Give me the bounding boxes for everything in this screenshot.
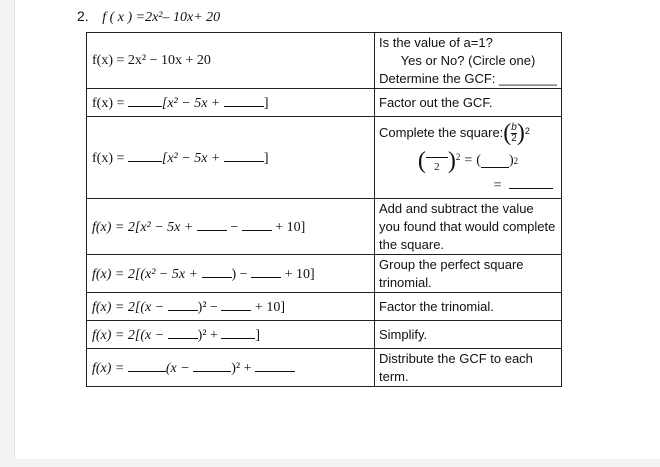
fraction-denominator: 2 xyxy=(434,160,440,173)
equation-text: f(x) = xyxy=(92,150,128,166)
fraction-numerator: b xyxy=(511,121,517,133)
table-row xyxy=(87,255,562,293)
problem-expression: f ( x ) =2x²– 10x+ 20 xyxy=(102,10,221,25)
equation-text: f(x) = 2[(x − xyxy=(92,327,168,343)
answer-blank[interactable] xyxy=(221,326,255,339)
step-instruction xyxy=(375,33,562,89)
answer-blank[interactable] xyxy=(255,359,295,372)
answer-blank[interactable] xyxy=(168,326,198,339)
step-instruction: Distribute the GCF to each term. xyxy=(375,349,562,387)
fraction-denominator: 2 xyxy=(511,132,517,144)
equation-text: )² + xyxy=(231,360,255,376)
answer-blank[interactable] xyxy=(128,149,162,162)
answer-blank[interactable] xyxy=(509,176,553,189)
step-equation xyxy=(87,33,375,89)
exponent: 2 xyxy=(524,126,530,136)
answer-blank[interactable] xyxy=(224,94,264,107)
square-calculation xyxy=(379,146,557,176)
answer-blank[interactable] xyxy=(202,265,232,278)
equation-text: f(x) = xyxy=(92,360,128,376)
paren-close: ) xyxy=(447,148,456,174)
equation-text: f(x) = 2[x² − 5x + xyxy=(92,219,197,235)
equation-text: f(x) = xyxy=(92,95,128,111)
answer-blank[interactable] xyxy=(224,149,264,162)
table-row xyxy=(87,89,562,117)
paren-open: ( xyxy=(503,120,512,146)
step-equation xyxy=(87,255,375,293)
equation-text: ] xyxy=(263,150,269,166)
answer-blank[interactable] xyxy=(426,147,448,158)
step-instruction: Group the perfect square trinomial. xyxy=(375,255,562,293)
equation-text: [x² − 5x + xyxy=(161,150,224,166)
equation-text: )² + xyxy=(197,327,222,343)
answer-blank[interactable] xyxy=(481,155,509,168)
equation-text: ] xyxy=(255,327,261,343)
equation-text: + 10] xyxy=(281,266,315,282)
table-row xyxy=(87,293,562,321)
paren-open: ( xyxy=(417,148,426,174)
equation-text: [x² − 5x + xyxy=(161,95,224,111)
table-row xyxy=(87,33,562,89)
answer-blank[interactable] xyxy=(128,94,162,107)
table-row xyxy=(87,199,562,255)
exponent: 2 xyxy=(513,156,519,166)
table-row xyxy=(87,321,562,349)
equation-text: f(x) = 2[(x² − 5x + xyxy=(92,266,202,282)
step-equation xyxy=(87,293,375,321)
exponent: 2 xyxy=(455,152,461,162)
paren-open: ( xyxy=(476,153,481,168)
equals-sign: = xyxy=(493,178,502,193)
answer-blank[interactable] xyxy=(251,265,281,278)
equation-text: f(x) = 2[(x − xyxy=(92,299,168,315)
equation-text: + 10] xyxy=(251,299,285,315)
answer-blank[interactable] xyxy=(242,218,272,231)
answer-blank[interactable] xyxy=(221,298,251,311)
problem-header xyxy=(77,8,220,26)
circle-one-line[interactable]: Yes or No? (Circle one) xyxy=(400,52,536,68)
gcf-line[interactable]: Determine the GCF: ________ xyxy=(379,70,557,86)
completing-square-table xyxy=(86,32,562,387)
problem-number: 2. xyxy=(77,8,89,24)
paren-close: ) xyxy=(516,120,525,146)
table-row xyxy=(87,349,562,387)
step-equation xyxy=(87,349,375,387)
equation-text: ] xyxy=(263,95,269,111)
step-instruction: Factor the trinomial. xyxy=(375,293,562,321)
step-equation xyxy=(87,199,375,255)
equation-text: + 10] xyxy=(271,219,306,235)
complete-square-line xyxy=(379,120,557,146)
step-instruction: Factor out the GCF. xyxy=(375,89,562,117)
equation-text: ) − xyxy=(231,266,252,282)
answer-blank[interactable] xyxy=(193,359,231,372)
equation-text: − xyxy=(226,219,242,235)
equals-sign: = xyxy=(464,153,473,168)
table-row xyxy=(87,117,562,199)
step-instruction: Simplify. xyxy=(375,321,562,349)
result-line xyxy=(379,176,557,195)
answer-blank[interactable] xyxy=(197,218,227,231)
step-equation xyxy=(87,89,375,117)
instruction-line: Is the value of a=1? xyxy=(379,34,493,50)
answer-blank[interactable] xyxy=(128,359,166,372)
step-instruction: Add and subtract the value you found that would complete the square. xyxy=(375,199,562,255)
blank-over-2-fraction xyxy=(426,147,448,176)
equation-text: )² − xyxy=(197,299,222,315)
step-equation xyxy=(87,321,375,349)
paren-close: ) xyxy=(508,153,514,168)
equation-text: (x − xyxy=(165,360,194,376)
step-instruction xyxy=(375,117,562,199)
equation-text: f(x) = 2x² − 10x + 20 xyxy=(92,52,211,68)
instruction-text: Complete the square: xyxy=(379,125,504,140)
answer-blank[interactable] xyxy=(168,298,198,311)
step-equation xyxy=(87,117,375,199)
